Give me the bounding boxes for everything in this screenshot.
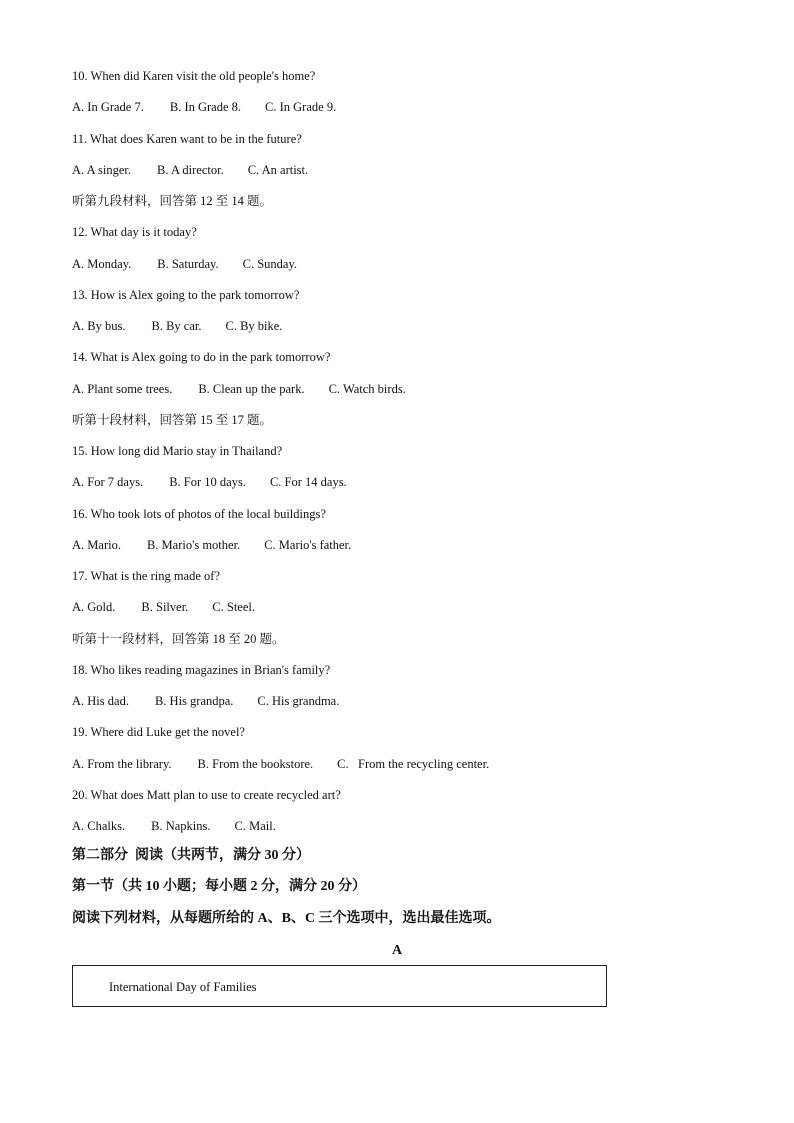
question-text: 听第十段材料，回答第 15 至 17 题。 bbox=[72, 412, 273, 427]
question-text: 10. When did Karen visit the old people's home? bbox=[72, 69, 316, 83]
question-text: 11. What does Karen want to be in the future? bbox=[72, 131, 302, 146]
answer-options bbox=[72, 817, 276, 835]
question-text: 13. How is Alex going to the park tomorrow? bbox=[72, 287, 300, 302]
option-a: A. Chalks. bbox=[72, 819, 126, 833]
question-text: 14. What is Alex going to do in the park tomorrow? bbox=[72, 350, 331, 365]
answer-options bbox=[72, 317, 282, 335]
question-text: 15. How long did Mario stay in Thailand? bbox=[72, 444, 283, 458]
option-a: A. For 7 days. bbox=[72, 475, 144, 490]
option-c: C. Sunday. bbox=[242, 256, 298, 271]
question-text: 16. Who took lots of photos of the local buildings? bbox=[72, 506, 326, 521]
section1-heading: 第一节（共 10 小题；每小题 2 分，满分 20 分） bbox=[72, 879, 366, 894]
passage-letter: A bbox=[391, 943, 403, 958]
answer-options bbox=[72, 380, 406, 398]
option-c: C. From the recycling center. bbox=[337, 756, 490, 771]
answer-options bbox=[72, 536, 351, 554]
option-c: C. His grandma. bbox=[257, 694, 340, 708]
option-b: B. Silver. bbox=[141, 600, 189, 615]
option-a: A. His dad. bbox=[72, 694, 129, 708]
option-b: B. From the bookstore. bbox=[197, 756, 314, 771]
option-b: B. Saturday. bbox=[157, 256, 219, 271]
option-c: C. For 14 days. bbox=[269, 475, 347, 490]
option-b: B. For 10 days. bbox=[169, 475, 246, 490]
option-a: A. In Grade 7. bbox=[72, 100, 144, 115]
passage-title-box bbox=[72, 965, 607, 1007]
answer-options bbox=[72, 255, 297, 273]
option-a: A. By bus. bbox=[72, 319, 126, 333]
question-text: 17. What is the ring made of? bbox=[72, 569, 220, 583]
option-a: A. Plant some trees. bbox=[72, 381, 173, 396]
question-text: 20. What does Matt plan to use to create recycled art? bbox=[72, 787, 341, 802]
option-a: A. A singer. bbox=[72, 162, 132, 177]
option-c: C. Steel. bbox=[212, 600, 256, 615]
option-c: C. Watch birds. bbox=[328, 381, 406, 396]
option-b: B. In Grade 8. bbox=[169, 100, 242, 115]
question-text: 12. What day is it today? bbox=[72, 225, 197, 240]
option-b: B. His grandpa. bbox=[154, 694, 234, 708]
question-text: 19. Where did Luke get the novel? bbox=[72, 725, 245, 740]
option-b: B. Clean up the park. bbox=[198, 381, 305, 396]
option-c: C. By bike. bbox=[225, 319, 283, 333]
answer-options bbox=[72, 98, 336, 116]
option-c: C. Mail. bbox=[234, 819, 276, 833]
option-c: C. In Grade 9. bbox=[265, 100, 337, 115]
question-text: 18. Who likes reading magazines in Brian's family? bbox=[72, 662, 331, 677]
option-b: B. A director. bbox=[157, 162, 224, 177]
reading-instructions: 阅读下列材料，从每题所给的 A、B、C 三个选项中，选出最佳选项。 bbox=[72, 911, 501, 926]
answer-options bbox=[72, 755, 489, 773]
passage-title: International Day of Families bbox=[109, 980, 257, 994]
answer-options bbox=[72, 692, 339, 710]
option-b: B. Napkins. bbox=[151, 819, 211, 833]
option-c: C. Mario's father. bbox=[264, 537, 352, 552]
answer-options bbox=[72, 598, 255, 616]
option-a: A. Mario. bbox=[72, 537, 121, 552]
answer-options bbox=[72, 161, 308, 179]
option-a: A. Gold. bbox=[72, 600, 116, 615]
option-c: C. An artist. bbox=[247, 162, 309, 177]
option-a: A. Monday. bbox=[72, 256, 132, 271]
answer-options bbox=[72, 473, 347, 491]
option-b: B. Mario's mother. bbox=[146, 537, 241, 552]
option-b: B. By car. bbox=[151, 319, 202, 333]
question-text: 听第十一段材料，回答第 18 至 20 题。 bbox=[72, 631, 285, 646]
part2-heading: 第二部分 阅读（共两节，满分 30 分） bbox=[72, 848, 310, 863]
question-text: 听第九段材料，回答第 12 至 14 题。 bbox=[72, 194, 273, 208]
option-a: A. From the library. bbox=[72, 756, 172, 771]
